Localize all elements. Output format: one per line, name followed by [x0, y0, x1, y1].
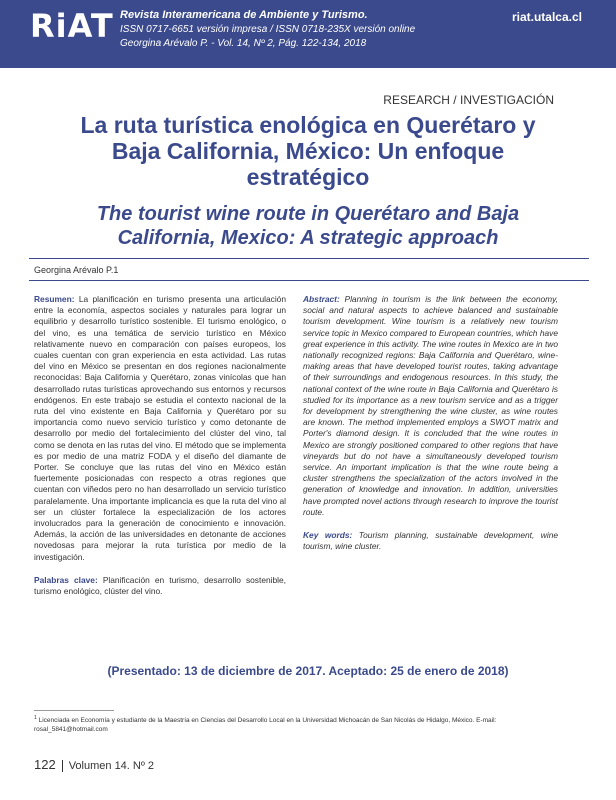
resumen-text: La planificación en turismo presenta una articulación entre la economía, aspectos sociales y naturales para lograr un equilibrio y desarrollo turístico sostenible. El turismo enológico, o del vino, es una temática de servicio turístico en México relativamente nuevo en comparación con países europeos, los cuales cuentan con gran experiencia en esta actividad. Las rutas del vino en México se presentan en dos regiones nacionalmente reconocidas: Baja California y Querétaro, zonas vinícolas que han desarrollado rutas turísticas aprovechando sus entornos y recursos endógenos. En este trabajo se estudia el contexto nacional de la ruta del vino existente en Baja California y Querétaro por su importancia como nuevo servicio turístico y como detonante de desarrollo por medio del fortalecimiento del clúster del vino, tal como se denota en las rutas del vino. El método que se implementa es por medio de una matriz FODA y el diseño del diamante de Porter. Se concluye que las rutas del vino en México están fuertemente posicionadas con respecto a otras regiones que cuentan con viñedos pero no han desarrollado un servicio turístico paralelamente. Una importante implicancia es que la ruta del vino al ser un clúster fortalece la especialización de los actores involucrados para la generación de conocimiento e innovación. Además, la acción de las universidades en detonante de acciones novedosas para mejorar la ruta turística por medio de la investigación.	[34, 294, 286, 562]
submission-dates: (Presentado: 13 de diciembre de 2017. Aceptado: 25 de enero de 2018)	[107, 664, 509, 678]
section-label: RESEARCH / INVESTIGACIÓN	[383, 93, 554, 107]
author-name: Georgina Arévalo P.1	[34, 265, 119, 275]
resumen-paragraph	[34, 294, 286, 563]
footnote-divider	[34, 710, 114, 711]
title-spanish: La ruta turística enológica en Querétaro y Baja California, México: Un enfoque estratégico	[80, 112, 536, 190]
title-english: The tourist wine route in Querétaro and Baja California, Mexico: A strategic approach	[96, 203, 520, 249]
keywords-label: Key words:	[303, 530, 353, 541]
keywords-text: Tourism planning, sustainable development, wine tourism, wine cluster.	[303, 530, 559, 552]
footnote	[34, 714, 554, 734]
divider-top	[29, 258, 589, 259]
page-number: 122	[34, 757, 56, 772]
abstract-paragraph	[303, 294, 558, 518]
journal-site-link[interactable]: riat.utalca.cl	[511, 10, 582, 24]
footnote-text: Licenciada en Economía y estudiante de la Maestría en Ciencias del Desarrollo Local en la Universidad Michoacán de San Nicolás de Hidalgo, México. E-mail: rosal_5841@hotmail.com	[34, 717, 497, 734]
article-citation: Georgina Arévalo P. - Vol. 14, Nº 2, Pág. 122-134, 2018	[120, 38, 367, 49]
volume-label: Volumen 14. Nº 2	[68, 760, 155, 772]
footer-separator	[62, 760, 63, 772]
resumen-label: Resumen:	[34, 294, 75, 304]
palabras-clave-paragraph	[34, 575, 286, 597]
palabras-clave-text: Planificación en turismo, desarrollo sostenible, turismo enológico, clúster del vino.	[34, 574, 286, 597]
journal-issn: ISSN 0717-6651 versión impresa / ISSN 0718-235X versión online	[120, 24, 416, 35]
keywords-paragraph	[303, 530, 558, 552]
abstract-label: Abstract:	[303, 294, 340, 304]
journal-logo: RiAT	[30, 7, 114, 45]
divider-bottom	[29, 280, 589, 281]
palabras-clave-label: Palabras clave:	[34, 574, 98, 585]
journal-header	[0, 0, 616, 68]
abstract-text: Planning in tourism is the link between the economy, social and natural aspects to achieve balanced and sustainable tourism development. Wine tourism is a relatively new tourism service topic in Mexico compared to European countries, which have great experience in this activity. The wine routes in Mexico are in two nationally recognized regions: Baja California and Querétaro, wine-making areas that have developed tourist routes, taking advantage of their surroundings and endogenous resources. In this study, the national context of the wine route in Baja California and Querétaro is studied for its importance as a new tourism service and as a trigger for development by strengthening the wine cluster, as wine routes are known. The method implemented employs a SWOT matrix and Porter's diamond design. It is concluded that the wine routes in Mexico are strongly positioned compared to other regions that have vineyards but do not have a simultaneously developed tourism service. An important implication is that the wine route being a cluster strengthens the specialization of the actors involved in the generation of knowledge and innovation. In addition, universities have prompted novel actions through research to improve the tourist route.	[303, 294, 559, 517]
footnote-marker: 1	[34, 715, 37, 721]
abstract-column	[303, 294, 558, 552]
journal-name: Revista Interamericana de Ambiente y Turismo.	[120, 9, 368, 21]
page-footer	[34, 757, 154, 772]
resumen-column	[34, 294, 286, 597]
